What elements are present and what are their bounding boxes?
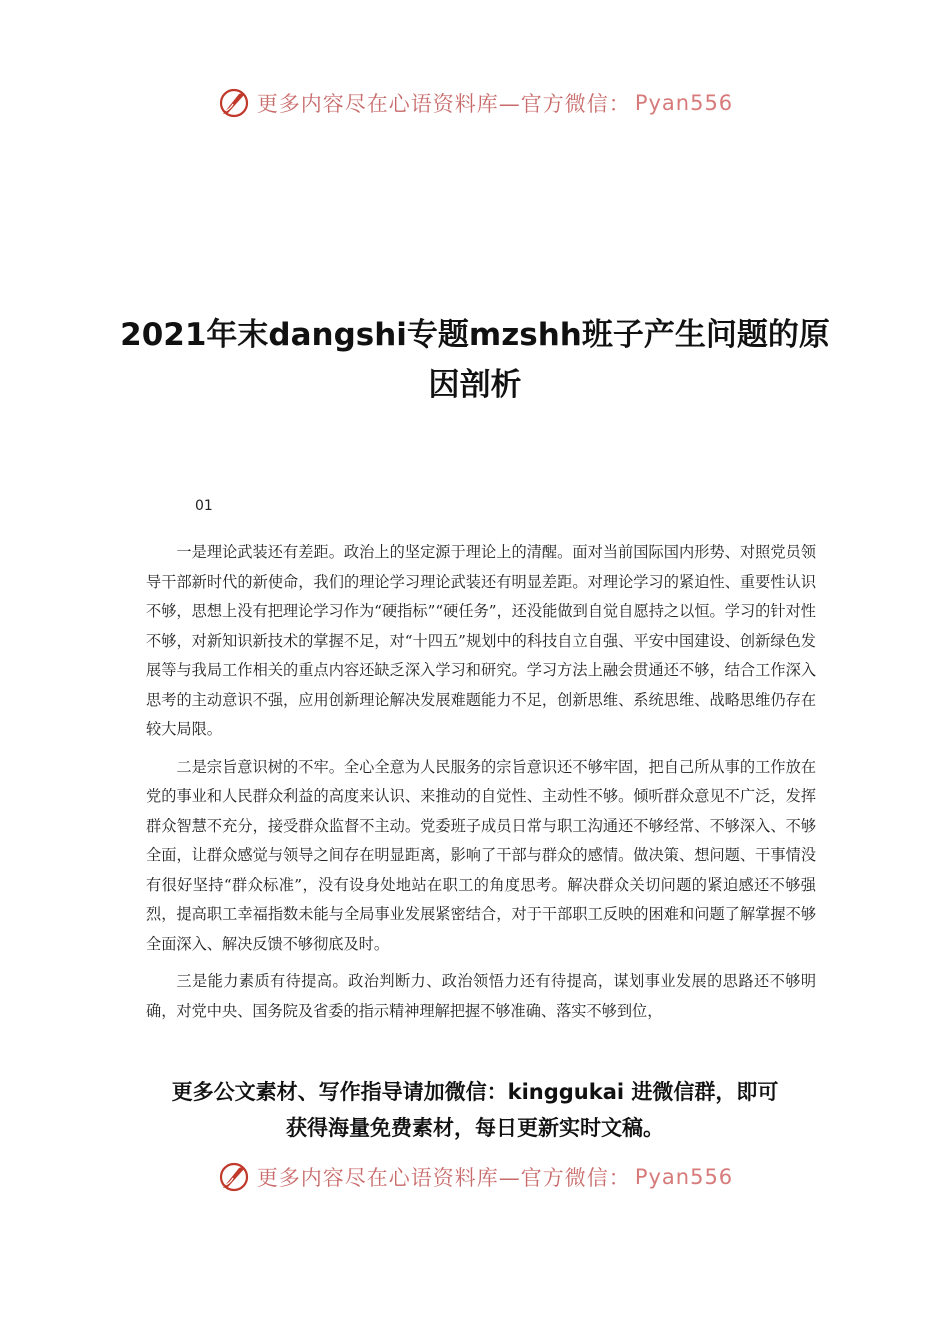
section-number: 01: [195, 498, 213, 514]
header-banner: [0, 86, 950, 120]
promo-notice: [120, 1074, 830, 1146]
paragraph-purpose: 二是宗旨意识树的不牢。全心全意为人民服务的宗旨意识还不够牢固，把自己所从事的工作放在党的事业和人民群众利益的高度来认识、来推动的自觉性、主动性不够。倾听群众意见不广泛，发挥群众智慧不充分，接受群众监督不主动。党委班子成员日常与职工沟通还不够经常、不够深入、不够全面，让群众感觉与领导之间存在明显距离，影响了干部与群众的感情。做决策、想问题、干事情没有很好坚持“群众标准”，没有设身处地站在职工的角度思考。解决群众关切问题的紧迫感还不够强烈，提高职工幸福指数未能与全局事业发展紧密结合，对于干部职工反映的困难和问题了解掌握不够全面深入、解决反馈不够彻底及时。: [146, 757, 816, 953]
footer-banner: [0, 1160, 950, 1194]
footer-banner-wechat: Pyan556: [634, 1165, 734, 1189]
promo-line-2: 获得海量免费素材，每日更新实时文稿。: [286, 1116, 664, 1140]
paragraph-theory: 一是理论武装还有差距。政治上的坚定源于理论上的清醒。面对当前国际国内形势、对照党员领导干部新时代的新使命，我们的理论学习理论武装还有明显差距。对理论学习的紧迫性、重要性认识不够，思想上没有把理论学习作为“硬指标”“硬任务”，还没能做到自觉自愿持之以恒。学习的针对性不够，对新知识新技术的掌握不足，对“十四五”规划中的科技自立自强、平安中国建设、创新绿色发展等与我局工作相关的重点内容还缺乏深入学习和研究。学习方法上融会贯通还不够，结合工作深入思考的主动意识不强，应用创新理论解决发展难题能力不足，创新思维、系统思维、战略思维仍存在较大局限。: [146, 543, 816, 738]
paragraph-ability: 三是能力素质有待提高。政治判断力、政治领悟力还有待提高，谋划事业发展的思路还不够明确，对党中央、国务院及省委的指示精神理解把握不够准确、落实不够到位，: [146, 972, 816, 1020]
header-banner-wechat: Pyan556: [634, 91, 734, 115]
footer-banner-text: 更多内容尽在心语资料库—官方微信：: [256, 1166, 631, 1190]
document-body: [146, 538, 816, 1034]
document-title: 2021年末dangshi专题mzshh班子产生问题的原因剖析: [120, 317, 830, 403]
quill-pen-logo-icon: [217, 1160, 251, 1194]
quill-pen-logo-icon: [217, 86, 251, 120]
promo-line-1: 更多公文素材、写作指导请加微信：kinggukai 进微信群，即可: [171, 1080, 779, 1104]
header-banner-text: 更多内容尽在心语资料库—官方微信：: [256, 92, 631, 116]
